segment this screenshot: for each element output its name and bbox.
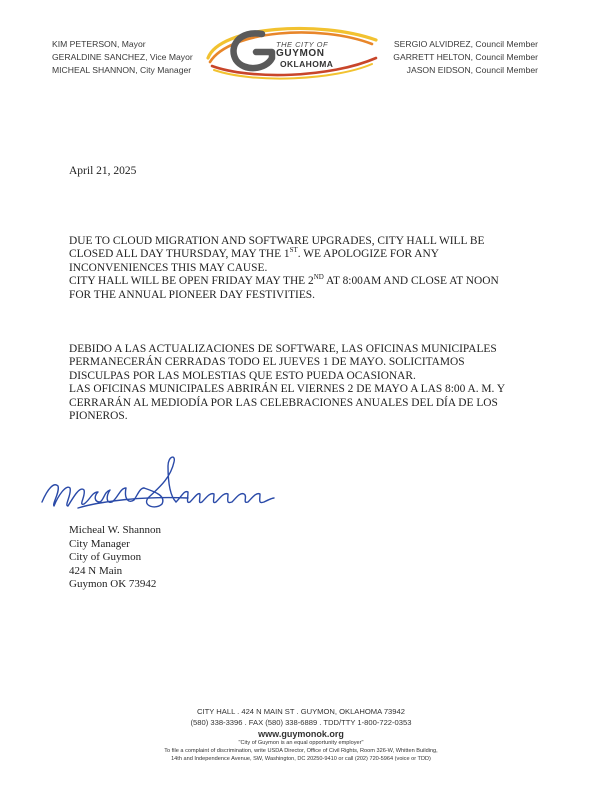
spanish-line-5: CERRARÁN AL MEDIODÍA POR LAS CELEBRACIONES ANUALES DEL DÍA DE LOS: [69, 396, 498, 409]
footer-website[interactable]: www.guymonok.org: [258, 729, 344, 739]
letterhead-officials-right: [393, 38, 538, 77]
english-line-2-end: . WE APOLOGIZE FOR ANY: [297, 248, 439, 261]
english-line-2: [69, 248, 539, 261]
english-line-1: DUE TO CLOUD MIGRATION AND SOFTWARE UPGRADES, CITY HALL WILL BE: [69, 235, 485, 247]
english-line-4-end: AT 8:00AM AND CLOSE AT NOON: [323, 275, 499, 288]
english-line-4: [69, 275, 539, 288]
notice-spanish: [69, 343, 539, 423]
council-member-2: GARRETT HELTON, Council Member: [393, 52, 538, 62]
handwritten-signature: [38, 452, 278, 522]
signer-organization: City of Guymon: [69, 551, 142, 564]
spanish-line-2: PERMANECERÁN CERRADAS TODO EL JUEVES 1 DE MAYO. SOLICITAMOS: [69, 356, 465, 369]
footer-discrimination-2: 14th and Independence Avenue, SW, Washington, DC 20250-9410 or call (202) 720-5964 (voice or TDD): [171, 755, 431, 762]
spanish-line-1: DEBIDO A LAS ACTUALIZACIONES DE SOFTWARE, LAS OFICINAS MUNICIPALES: [69, 343, 497, 355]
english-line-5: FOR THE ANNUAL PIONEER DAY FESTIVITIES.: [69, 288, 315, 301]
city-logo: [200, 22, 380, 80]
logo-text-the-city-of: THE CITY OF: [276, 40, 329, 49]
official-mayor: KIM PETERSON, Mayor: [52, 39, 146, 49]
signer-title: City Manager: [69, 537, 130, 550]
council-member-1: SERGIO ALVIDREZ, Council Member: [393, 39, 538, 49]
english-line-3: INCONVENIENCES THIS MAY CAUSE.: [69, 261, 268, 274]
signer-name: Micheal W. Shannon: [69, 524, 161, 536]
ordinal-suffix-st: ST: [289, 246, 298, 255]
spanish-line-3: DISCULPAS POR LAS MOLESTIAS QUE ESTO PUEDA OCASIONAR.: [69, 369, 416, 382]
footer-phones: (580) 338-3396 . FAX (580) 338-6889 . TDD/TTY 1-800-722-0353: [190, 717, 412, 727]
footer-address: CITY HALL . 424 N MAIN ST . GUYMON, OKLAHOMA 73942: [197, 707, 405, 716]
logo-text-oklahoma: OKLAHOMA: [280, 59, 334, 69]
letter-date: April 21, 2025: [69, 165, 137, 177]
signer-block: [69, 524, 161, 592]
spanish-line-6: PIONEROS.: [69, 410, 128, 423]
footer-eoe: "City of Guymon is an equal opportunity employer": [238, 740, 364, 746]
council-member-3: JASON EIDSON, Council Member: [406, 65, 538, 75]
english-line-4-text: CITY HALL WILL BE OPEN FRIDAY MAY THE 2: [69, 275, 314, 288]
notice-english: [69, 235, 539, 302]
letter-footer: [0, 707, 602, 763]
signer-city-zip: Guymon OK 73942: [69, 578, 157, 591]
official-city-manager: MICHEAL SHANNON, City Manager: [52, 65, 192, 75]
signer-street: 424 N Main: [69, 564, 123, 577]
spanish-line-4: LAS OFICINAS MUNICIPALES ABRIRÁN EL VIERNES 2 DE MAYO A LAS 8:00 A. M. Y: [69, 383, 506, 396]
footer-discrimination-1: To file a complaint of discrimination, write USDA Director, Office of Civil Rights, Room 326-W, Whitten Building,: [164, 747, 438, 754]
official-vice-mayor: GERALDINE SANCHEZ, Vice Mayor: [52, 52, 193, 62]
letterhead-officials-left: [52, 38, 193, 77]
english-line-2-text: CLOSED ALL DAY THURSDAY, MAY THE 1: [69, 248, 290, 261]
ordinal-suffix-nd: ND: [313, 273, 324, 282]
logo-text-guymon: GUYMON: [276, 48, 325, 59]
